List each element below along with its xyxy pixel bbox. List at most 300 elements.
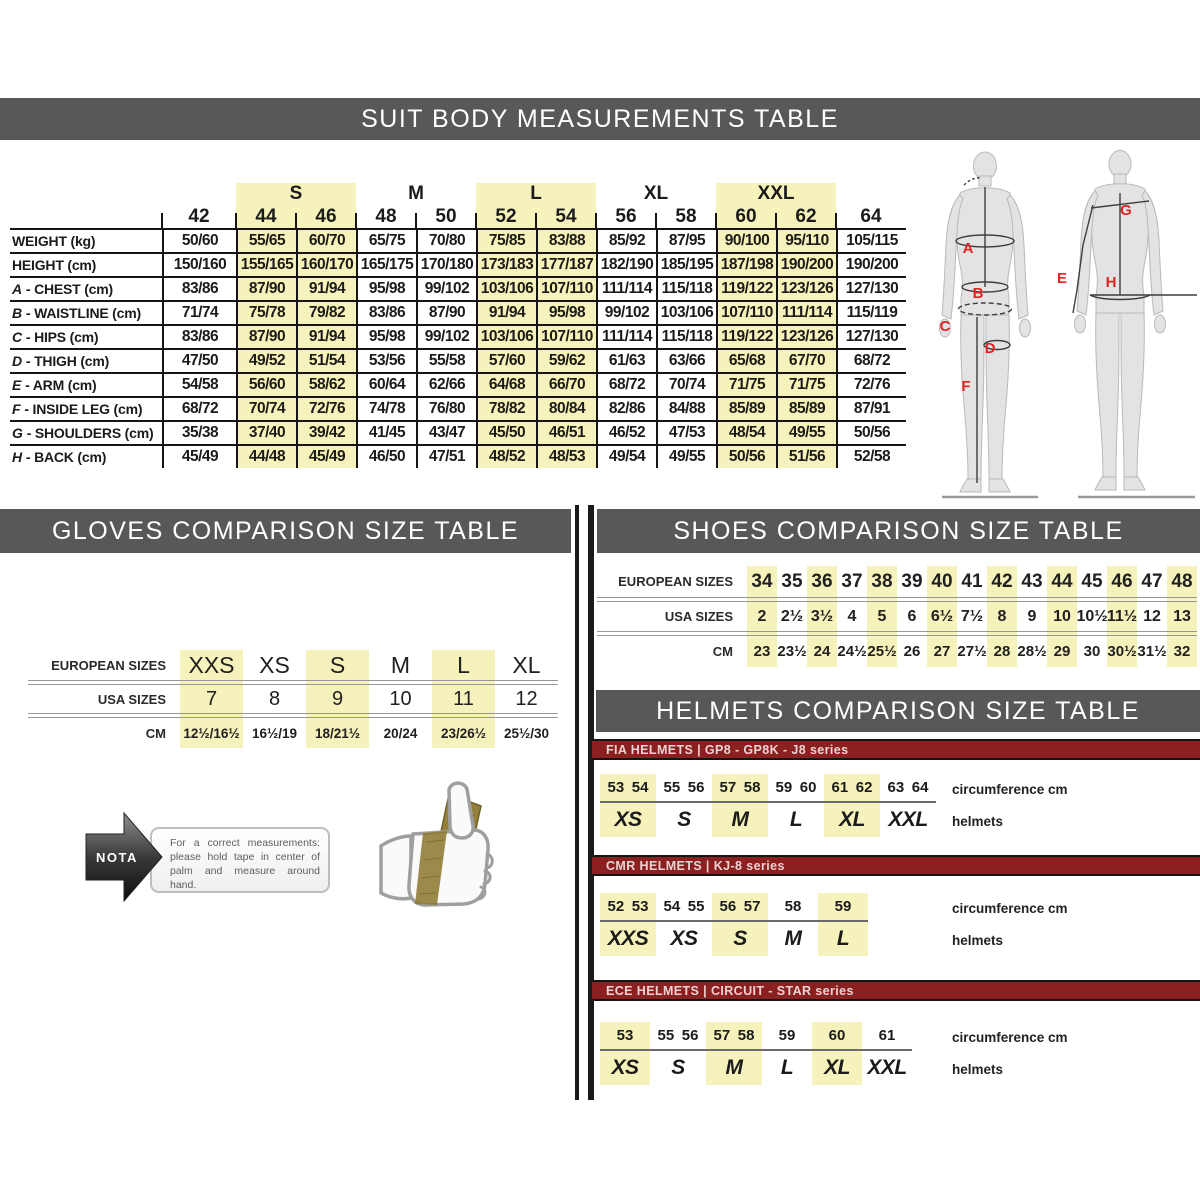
suit-value-cell: 187/198 — [716, 252, 776, 276]
suit-size-label: 62 — [795, 206, 817, 227]
circumference-value: 64 — [911, 779, 929, 796]
suit-value-cell: 60/70 — [296, 228, 356, 252]
size-value: 26 — [903, 643, 921, 660]
figure-letter-d: D — [984, 340, 996, 357]
helmet-size-label: M — [731, 808, 749, 831]
suit-value-cell: 190/200 — [776, 252, 836, 276]
circumference-values — [818, 893, 868, 922]
suit-size-header — [236, 205, 296, 228]
suit-table-title: SUIT BODY MEASUREMENTS TABLE — [361, 104, 839, 133]
helmets-label: helmets — [952, 932, 1004, 948]
suit-value-cell: 72/76 — [296, 396, 356, 420]
suit-value-cell: 41/45 — [356, 420, 416, 444]
suit-value-cell: 85/89 — [716, 396, 776, 420]
circumference-value: 58 — [737, 1027, 755, 1044]
suit-value-cell: 115/119 — [836, 300, 906, 324]
size-value: 36 — [811, 570, 833, 592]
circumference-values — [824, 774, 880, 803]
suit-size-group: XL — [643, 183, 669, 204]
helmet-size-groups — [600, 1022, 1200, 1085]
suit-value-cell: 111/114 — [596, 324, 656, 348]
size-value: 13 — [1173, 607, 1191, 625]
helmet-size-label: L — [836, 927, 850, 950]
comparison-row — [597, 636, 1197, 667]
suit-size-group — [162, 183, 236, 205]
suit-data-row — [10, 348, 906, 372]
suit-size-label: 50 — [435, 206, 457, 227]
circumference-value: 59 — [834, 898, 852, 915]
circumference-values — [712, 893, 768, 922]
suit-value-cell: 177/187 — [536, 252, 596, 276]
suit-value-cell: 127/130 — [836, 324, 906, 348]
helmet-size-group — [818, 893, 868, 956]
row-label: EUROPEAN SIZES — [51, 657, 166, 673]
size-value: XXS — [188, 651, 235, 678]
suit-value-cell: 44/48 — [236, 444, 296, 468]
suit-value-cell: 150/160 — [162, 252, 236, 276]
suit-row-label: A - CHEST (cm) — [10, 276, 162, 300]
helmet-series-bar — [592, 739, 1200, 760]
column-tick — [535, 213, 537, 229]
suit-value-cell: 127/130 — [836, 276, 906, 300]
helmet-size-label: XS — [670, 927, 698, 950]
suit-value-cell: 99/102 — [416, 276, 476, 300]
suit-value-cell: 185/195 — [656, 252, 716, 276]
suit-value-cell: 46/52 — [596, 420, 656, 444]
suit-size-group: S — [236, 183, 356, 205]
circumference-values — [712, 774, 768, 803]
suit-size-header — [596, 205, 656, 228]
column-tick — [295, 213, 297, 229]
suit-row-label: F - INSIDE LEG (cm) — [10, 396, 162, 420]
comparison-row — [597, 602, 1197, 631]
suit-value-cell: 56/60 — [236, 372, 296, 396]
series-column-labels — [952, 1022, 1068, 1085]
helmet-size-group — [650, 1022, 706, 1085]
suit-value-cell: 165/175 — [356, 252, 416, 276]
suit-value-cell: 60/64 — [356, 372, 416, 396]
suit-value-cell: 50/60 — [162, 228, 236, 252]
suit-value-cell: 103/106 — [656, 300, 716, 324]
circumference-value: 56 — [681, 1027, 699, 1044]
size-value: 8 — [997, 607, 1007, 625]
suit-data-row — [10, 276, 906, 300]
suit-size-header — [536, 205, 596, 228]
comparison-row — [597, 566, 1197, 597]
suit-value-cell: 91/94 — [296, 324, 356, 348]
column-tick — [775, 213, 777, 229]
size-value: 24½ — [837, 643, 867, 660]
figure-letter-f: F — [961, 378, 971, 395]
measure-letter: D — [12, 353, 22, 369]
size-value: 5 — [877, 607, 887, 625]
circumference-cm-label: circumference cm — [952, 1030, 1068, 1045]
column-tick — [655, 213, 657, 229]
size-value: 12 — [1143, 607, 1161, 625]
helmet-size-groups — [600, 774, 1200, 837]
circumference-values — [600, 774, 656, 803]
suit-value-cell: 85/89 — [776, 396, 836, 420]
circumference-values — [600, 1022, 650, 1051]
size-value: 25½/30 — [503, 725, 550, 741]
size-value: 30½ — [1107, 643, 1137, 660]
suit-row-label: G - SHOULDERS (cm) — [10, 420, 162, 444]
circumference-value: 57 — [713, 1027, 731, 1044]
column-tick — [475, 213, 477, 229]
circumference-value: 53 — [616, 1027, 634, 1044]
helmet-series-bar — [592, 855, 1200, 876]
helmets-label: helmets — [952, 1061, 1004, 1077]
suit-value-cell: 70/74 — [236, 396, 296, 420]
suit-value-cell: 51/56 — [776, 444, 836, 468]
suit-value-cell: 190/200 — [836, 252, 906, 276]
measure-letter: E — [12, 377, 22, 393]
column-tick — [355, 213, 357, 229]
suit-value-cell: 45/49 — [162, 444, 236, 468]
suit-size-label: 58 — [675, 206, 697, 227]
suit-value-cell: 85/92 — [596, 228, 656, 252]
circumference-value: 54 — [631, 779, 649, 796]
helmet-size-group — [600, 893, 656, 956]
suit-value-cell: 48/52 — [476, 444, 536, 468]
suit-value-cell: 87/90 — [236, 324, 296, 348]
helmet-size-label: XXL — [888, 808, 928, 831]
comparison-row — [28, 650, 558, 680]
gloves-comparison-table — [28, 650, 558, 748]
suit-value-cell: 68/72 — [162, 396, 236, 420]
circumference-value: 63 — [887, 779, 905, 796]
suit-data-row — [10, 300, 906, 324]
size-value: 28 — [993, 643, 1011, 660]
suit-data-row — [10, 252, 906, 276]
suit-value-cell: 68/72 — [836, 348, 906, 372]
helmet-size-group — [768, 893, 818, 956]
size-value: 27 — [933, 643, 951, 660]
measure-letter: A — [12, 281, 22, 297]
size-value: 6 — [907, 607, 917, 625]
circumference-cm-label: circumference cm — [952, 901, 1068, 916]
column-tick — [235, 213, 237, 229]
helmet-size-label: S — [733, 927, 747, 950]
suit-value-cell: 83/86 — [162, 276, 236, 300]
suit-size-label: 60 — [735, 206, 757, 227]
helmet-size-label: XXL — [867, 1056, 907, 1079]
suit-value-cell: 95/98 — [536, 300, 596, 324]
size-value: 23 — [753, 643, 771, 660]
suit-value-cell: 160/170 — [296, 252, 356, 276]
suit-table-header-bar — [0, 98, 1200, 140]
body-measurement-figures — [920, 145, 1200, 505]
size-value: 40 — [931, 570, 953, 592]
suit-value-cell: 173/183 — [476, 252, 536, 276]
suit-size-group: M — [408, 183, 424, 204]
suit-value-cell: 43/47 — [416, 420, 476, 444]
shoes-comparison-table — [597, 566, 1197, 667]
suit-size-label: 56 — [615, 206, 637, 227]
size-value: M — [390, 651, 411, 678]
suit-value-cell: 155/165 — [236, 252, 296, 276]
measure-letter: G — [12, 425, 23, 441]
suit-value-cell: 107/110 — [716, 300, 776, 324]
suit-row-label: D - THIGH (cm) — [10, 348, 162, 372]
row-label: CM — [145, 725, 166, 741]
helmet-size-label: XL — [824, 1056, 850, 1079]
suit-value-cell: 49/52 — [236, 348, 296, 372]
suit-size-label: 48 — [375, 206, 397, 227]
suit-size-group: XXL — [716, 183, 836, 205]
size-value: 8 — [268, 687, 281, 710]
helmet-size-label: M — [784, 927, 802, 950]
suit-data-row — [10, 324, 906, 348]
helmets-section — [592, 690, 1200, 1085]
size-value: 25½ — [867, 643, 897, 660]
size-value: 10 — [1053, 607, 1071, 625]
measure-letter: H — [12, 449, 22, 465]
suit-value-cell: 83/86 — [356, 300, 416, 324]
figure-letter-h: H — [1105, 274, 1117, 291]
suit-body-measurements-table — [10, 183, 906, 468]
size-value: 6½ — [930, 607, 954, 625]
size-value: 39 — [901, 570, 923, 592]
size-value: 23/26½ — [440, 725, 487, 741]
helmet-size-group — [862, 1022, 912, 1085]
suit-value-cell: 45/49 — [296, 444, 356, 468]
suit-value-cell: 71/74 — [162, 300, 236, 324]
helmet-series-table — [600, 774, 1200, 837]
helmet-series-table — [600, 1022, 1200, 1085]
column-tick — [835, 213, 837, 229]
row-label: USA SIZES — [664, 609, 733, 624]
suit-size-header — [296, 205, 356, 228]
series-column-labels — [952, 774, 1068, 837]
size-value: 32 — [1173, 643, 1191, 660]
suit-value-cell: 45/50 — [476, 420, 536, 444]
suit-value-cell: 72/76 — [836, 372, 906, 396]
suit-value-cell: 57/60 — [476, 348, 536, 372]
suit-value-cell: 48/53 — [536, 444, 596, 468]
circumference-values — [650, 1022, 706, 1051]
suit-value-cell: 46/51 — [536, 420, 596, 444]
suit-value-cell: 61/63 — [596, 348, 656, 372]
figure-letter-e: E — [1056, 270, 1068, 287]
circumference-value: 60 — [828, 1027, 846, 1044]
suit-value-cell: 95/98 — [356, 324, 416, 348]
circumference-values — [656, 774, 712, 803]
size-value: 16½/19 — [251, 725, 298, 741]
comparison-row — [28, 718, 558, 748]
figure-letter-g: G — [1120, 202, 1132, 219]
suit-value-cell: 35/38 — [162, 420, 236, 444]
measurement-note — [85, 808, 355, 908]
helmets-table-header-bar — [596, 690, 1200, 732]
helmet-size-groups — [600, 893, 1200, 956]
suit-data-row — [10, 372, 906, 396]
size-value: XS — [259, 651, 290, 678]
helmet-size-group — [706, 1022, 762, 1085]
circumference-value: 60 — [799, 779, 817, 796]
suit-value-cell: 87/91 — [836, 396, 906, 420]
helmet-size-group — [812, 1022, 862, 1085]
circumference-value: 57 — [743, 898, 761, 915]
circumference-value: 59 — [775, 779, 793, 796]
size-value: 2 — [757, 607, 767, 625]
circumference-values — [812, 1022, 862, 1051]
suit-value-cell: 83/88 — [536, 228, 596, 252]
helmet-series-table — [600, 893, 1200, 956]
size-value: 35 — [781, 570, 803, 592]
suit-value-cell: 49/55 — [776, 420, 836, 444]
helmet-size-group — [712, 774, 768, 837]
helmet-series-title: CMR HELMETS | KJ-8 series — [606, 858, 785, 873]
helmet-size-group — [656, 893, 712, 956]
measure-letter: B — [12, 305, 22, 321]
size-value: 47 — [1141, 570, 1163, 592]
circumference-value: 55 — [657, 1027, 675, 1044]
helmet-series-title: ECE HELMETS | CIRCUIT - STAR series — [606, 983, 854, 998]
helmet-size-label: XS — [611, 1056, 639, 1079]
suit-group-row — [10, 183, 906, 205]
suit-size-header — [476, 205, 536, 228]
suit-value-cell: 53/56 — [356, 348, 416, 372]
suit-value-cell: 49/55 — [656, 444, 716, 468]
suit-value-cell: 47/50 — [162, 348, 236, 372]
helmet-series-title: FIA HELMETS | GP8 - GP8K - J8 series — [606, 742, 849, 757]
suit-value-cell: 107/110 — [536, 324, 596, 348]
circumference-value: 54 — [663, 898, 681, 915]
suit-value-cell: 64/68 — [476, 372, 536, 396]
suit-value-cell: 75/85 — [476, 228, 536, 252]
circumference-value: 53 — [607, 779, 625, 796]
figure-letter-b: B — [972, 285, 984, 302]
row-label: EUROPEAN SIZES — [618, 574, 733, 589]
suit-value-cell: 47/51 — [416, 444, 476, 468]
suit-value-cell: 74/78 — [356, 396, 416, 420]
suit-size-header — [836, 205, 906, 228]
suit-value-cell: 76/80 — [416, 396, 476, 420]
helmet-size-group — [712, 893, 768, 956]
suit-row-label: H - BACK (cm) — [10, 444, 162, 468]
circumference-value: 55 — [687, 898, 705, 915]
suit-row-label: WEIGHT (kg) — [10, 228, 162, 252]
size-value: 9 — [1027, 607, 1037, 625]
helmet-size-group — [600, 774, 656, 837]
circumference-value: 56 — [687, 779, 705, 796]
suit-size-header — [416, 205, 476, 228]
suit-value-cell: 105/115 — [836, 228, 906, 252]
suit-value-cell: 90/100 — [716, 228, 776, 252]
suit-value-cell: 115/118 — [656, 324, 716, 348]
circumference-values — [600, 893, 656, 922]
helmet-size-label: L — [780, 1056, 794, 1079]
size-value: 41 — [961, 570, 983, 592]
suit-value-cell: 46/50 — [356, 444, 416, 468]
helmet-size-group — [762, 1022, 812, 1085]
suit-value-cell: 71/75 — [716, 372, 776, 396]
size-value: 34 — [751, 570, 773, 592]
suit-value-cell: 82/86 — [596, 396, 656, 420]
suit-value-cell: 170/180 — [416, 252, 476, 276]
size-value: 12 — [515, 687, 538, 710]
hand-measure-illustration — [363, 776, 503, 921]
note-text: For a correct measurements: please hold tape in center of palm and measure around hand. — [170, 837, 320, 891]
suit-value-cell: 65/75 — [356, 228, 416, 252]
suit-value-cell: 47/53 — [656, 420, 716, 444]
helmet-size-label: L — [789, 808, 803, 831]
suit-value-cell: 91/94 — [476, 300, 536, 324]
suit-data-row — [10, 444, 906, 468]
size-value: 42 — [991, 570, 1013, 592]
size-value: 45 — [1081, 570, 1103, 592]
circumference-values — [768, 774, 824, 803]
row-label: USA SIZES — [97, 691, 166, 707]
suit-value-cell: 78/82 — [476, 396, 536, 420]
figure-letter-a: A — [962, 240, 974, 257]
figure-letter-c: C — [939, 318, 951, 335]
suit-value-cell: 84/88 — [656, 396, 716, 420]
suit-data-row — [10, 396, 906, 420]
size-value: 12½/16½ — [183, 725, 240, 741]
circumference-values — [656, 893, 712, 922]
size-value: 10 — [389, 687, 412, 710]
note-box — [150, 827, 330, 893]
gloves-table-title: GLOVES COMPARISON SIZE TABLE — [51, 516, 520, 545]
suit-size-group — [836, 183, 906, 205]
size-value: L — [457, 651, 470, 678]
suit-size-label: 44 — [255, 206, 277, 227]
shoes-table-header-bar — [597, 509, 1200, 553]
size-value: 30 — [1083, 643, 1101, 660]
suit-value-cell: 58/62 — [296, 372, 356, 396]
helmet-size-group — [824, 774, 880, 837]
suit-size-header — [656, 205, 716, 228]
nota-label: NOTA — [96, 850, 138, 865]
circumference-value: 52 — [607, 898, 625, 915]
suit-value-cell: 107/110 — [536, 276, 596, 300]
suit-row-label: B - WAISTLINE (cm) — [10, 300, 162, 324]
size-value: S — [329, 651, 346, 678]
circumference-value: 58 — [743, 779, 761, 796]
helmet-size-label: XL — [839, 808, 865, 831]
row-label: CM — [712, 644, 733, 659]
helmets-table-title: HELMETS COMPARISON SIZE TABLE — [656, 696, 1140, 725]
suit-value-cell: 66/70 — [536, 372, 596, 396]
size-value: 46 — [1111, 570, 1133, 592]
circumference-values — [862, 1022, 912, 1051]
suit-size-label: 52 — [495, 206, 517, 227]
helmet-size-group — [656, 774, 712, 837]
shoes-table-title: SHOES COMPARISON SIZE TABLE — [673, 516, 1124, 545]
suit-value-cell: 87/90 — [236, 276, 296, 300]
size-value: 48 — [1171, 570, 1193, 592]
column-tick — [161, 213, 163, 229]
suit-value-cell: 111/114 — [776, 300, 836, 324]
suit-value-cell: 50/56 — [836, 420, 906, 444]
helmet-size-group — [768, 774, 824, 837]
suit-value-cell: 48/54 — [716, 420, 776, 444]
size-value: 43 — [1021, 570, 1043, 592]
suit-value-cell: 50/56 — [716, 444, 776, 468]
suit-size-spacer — [10, 205, 162, 228]
circumference-values — [762, 1022, 812, 1051]
helmet-series-tables — [592, 739, 1200, 1085]
circumference-value: 53 — [631, 898, 649, 915]
gloves-table-header-bar — [0, 509, 571, 553]
circumference-value: 59 — [778, 1027, 796, 1044]
suit-value-cell: 115/118 — [656, 276, 716, 300]
circumference-cm-label: circumference cm — [952, 782, 1068, 797]
suit-size-header — [356, 205, 416, 228]
helmet-size-label: XXS — [607, 927, 649, 950]
